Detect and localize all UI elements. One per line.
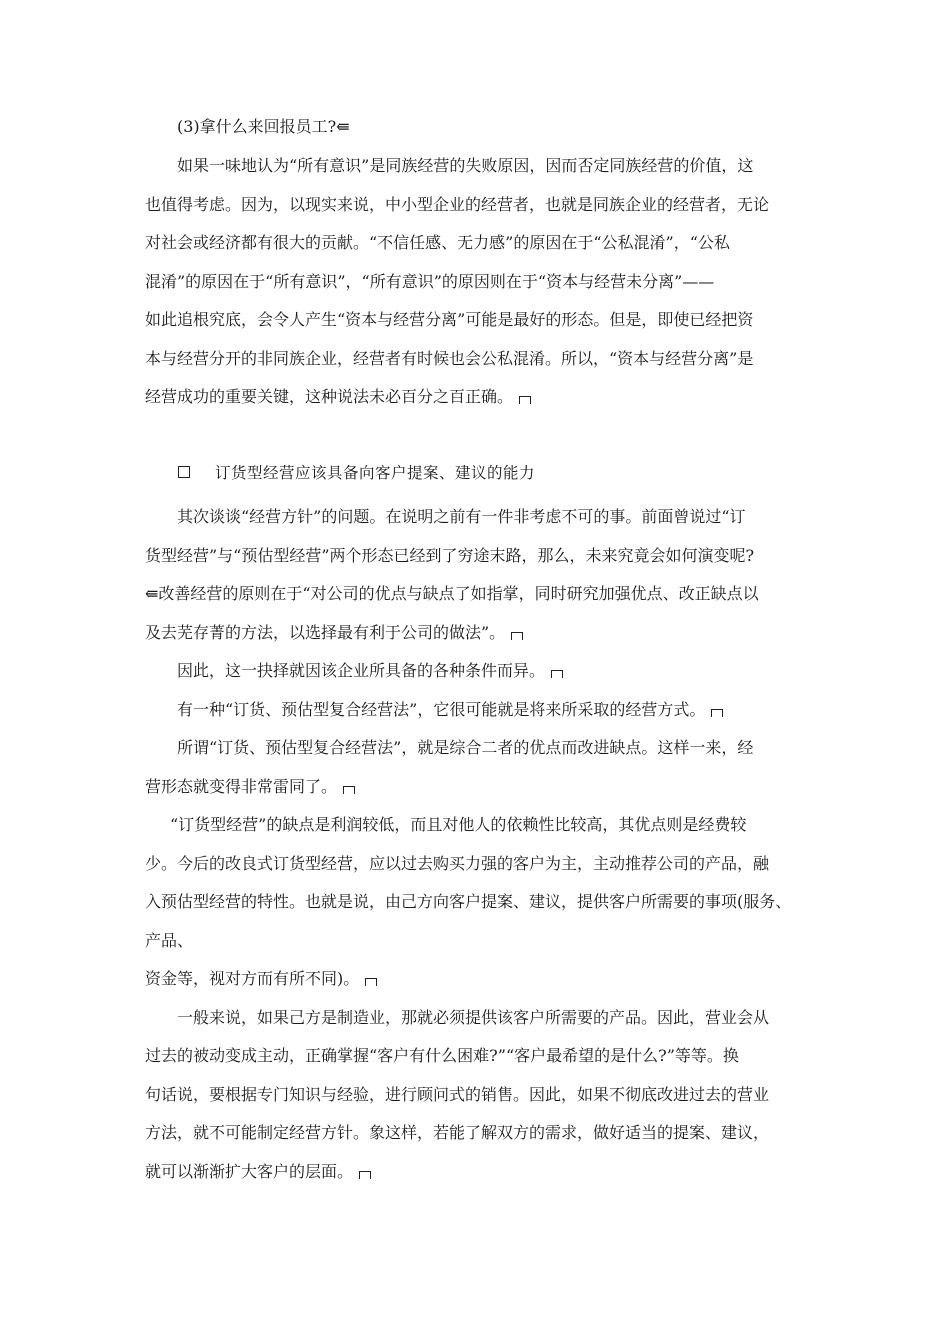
checkbox-square-icon <box>178 466 190 478</box>
paragraph-line-last: 就可以渐渐扩大客户的层面。 <box>145 1162 371 1182</box>
paragraph-line: 其次谈谈“经营方针”的问题。在说明之前有一件非考虑不可的事。前面曾说过“订 <box>177 507 746 526</box>
paragraph-mark-icon <box>519 396 531 404</box>
paragraph-line-last: 及去芜存菁的方法，以选择最有利于公司的做法”。 <box>145 623 523 643</box>
paragraph-mark-icon <box>551 670 563 678</box>
paragraph-mark-icon <box>511 632 523 640</box>
paragraph-line: 混淆”的原因在于“所有意识”，“所有意识”的原因则在于“资本与经营未分离”—— <box>145 272 715 291</box>
paragraph-line: 产品、 <box>145 931 194 950</box>
paragraph-line: 货型经营”与“预估型经营”两个形态已经到了穷途末路，那么，未来究竟会如何演变呢? <box>145 546 755 565</box>
paragraph-line: 对社会或经济都有很大的贡献。“不信任感、无力感”的原因在于“公私混淆”，“公私 <box>145 233 730 252</box>
paragraph-line: 少。今后的改良式订货型经营，应以过去购买力强的客户为主，主动推荐公司的产品，融 <box>145 854 770 873</box>
paragraph-line: 入预估型经营的特性。也就是说，由己方向客户提案、建议，提供客户所需要的事项(服务、 <box>145 892 792 911</box>
paragraph-line: 过去的被动变成主动，正确掌握“客户有什么困难?”“客户最希望的是什么?”等等。换 <box>145 1046 739 1065</box>
paragraph-line: 如此追根究底，会令人产生“资本与经营分离”可能是最好的形态。但是，即使已经把资 <box>145 310 754 329</box>
paragraph-line-last: 营形态就变得非常雷同了。 <box>145 777 355 797</box>
paragraph-line: 句话说，要根据专门知识与经验，进行顾问式的销售。因此，如果不彻底改进过去的营业 <box>145 1085 770 1104</box>
paragraph-line: 如果一味地认为“所有意识”是同族经营的失败原因，因而否定同族经营的价值，这 <box>177 156 754 175</box>
paragraph-line: 本与经营分开的非同族企业，经营者有时候也会公私混淆。所以，“资本与经营分离”是 <box>145 349 754 368</box>
paragraph-line: ⇚改善经营的原则在于“对公司的优点与缺点了如指掌，同时研究加强优点、改正缺点以 <box>145 584 759 603</box>
paragraph-line: 一般来说，如果己方是制造业，那就必须提供该客户所需要的产品。因此，营业会从 <box>177 1008 770 1027</box>
paragraph-line: 方法，就不可能制定经营方针。象这样，若能了解双方的需求，做好适当的提案、建议， <box>145 1123 770 1142</box>
paragraph-line-last: 有一种“订货、预估型复合经营法”，它很可能就是将来所采取的经营方式。 <box>177 700 723 720</box>
paragraph-line: 也值得考虑。因为，以现实来说，中小型企业的经营者，也就是同族企业的经营者，无论 <box>145 195 770 214</box>
paragraph-mark-icon <box>359 1171 371 1179</box>
paragraph-mark-icon <box>343 786 355 794</box>
paragraph-mark-icon <box>365 978 377 986</box>
section-heading: 订货型经营应该具备向客户提案、建议的能力 <box>215 464 536 482</box>
paragraph-line-last: 因此，这一抉择就因该企业所具备的各种条件而异。 <box>177 661 563 681</box>
paragraph-mark-icon <box>711 709 723 717</box>
section-title: (3)拿什么来回报员工?⇚ <box>177 117 350 136</box>
paragraph-line-last: 资金等，视对方而有所不同)。 <box>145 969 377 989</box>
paragraph-line: “订货型经营”的缺点是利润较低，而且对他人的依赖性比较高，其优点则是经费较 <box>170 815 747 834</box>
paragraph-line-last: 经营成功的重要关键，这种说法未必百分之百正确。 <box>145 387 531 407</box>
paragraph-line: 所谓“订货、预估型复合经营法”，就是综合二者的优点而改进缺点。这样一来，经 <box>177 738 754 757</box>
